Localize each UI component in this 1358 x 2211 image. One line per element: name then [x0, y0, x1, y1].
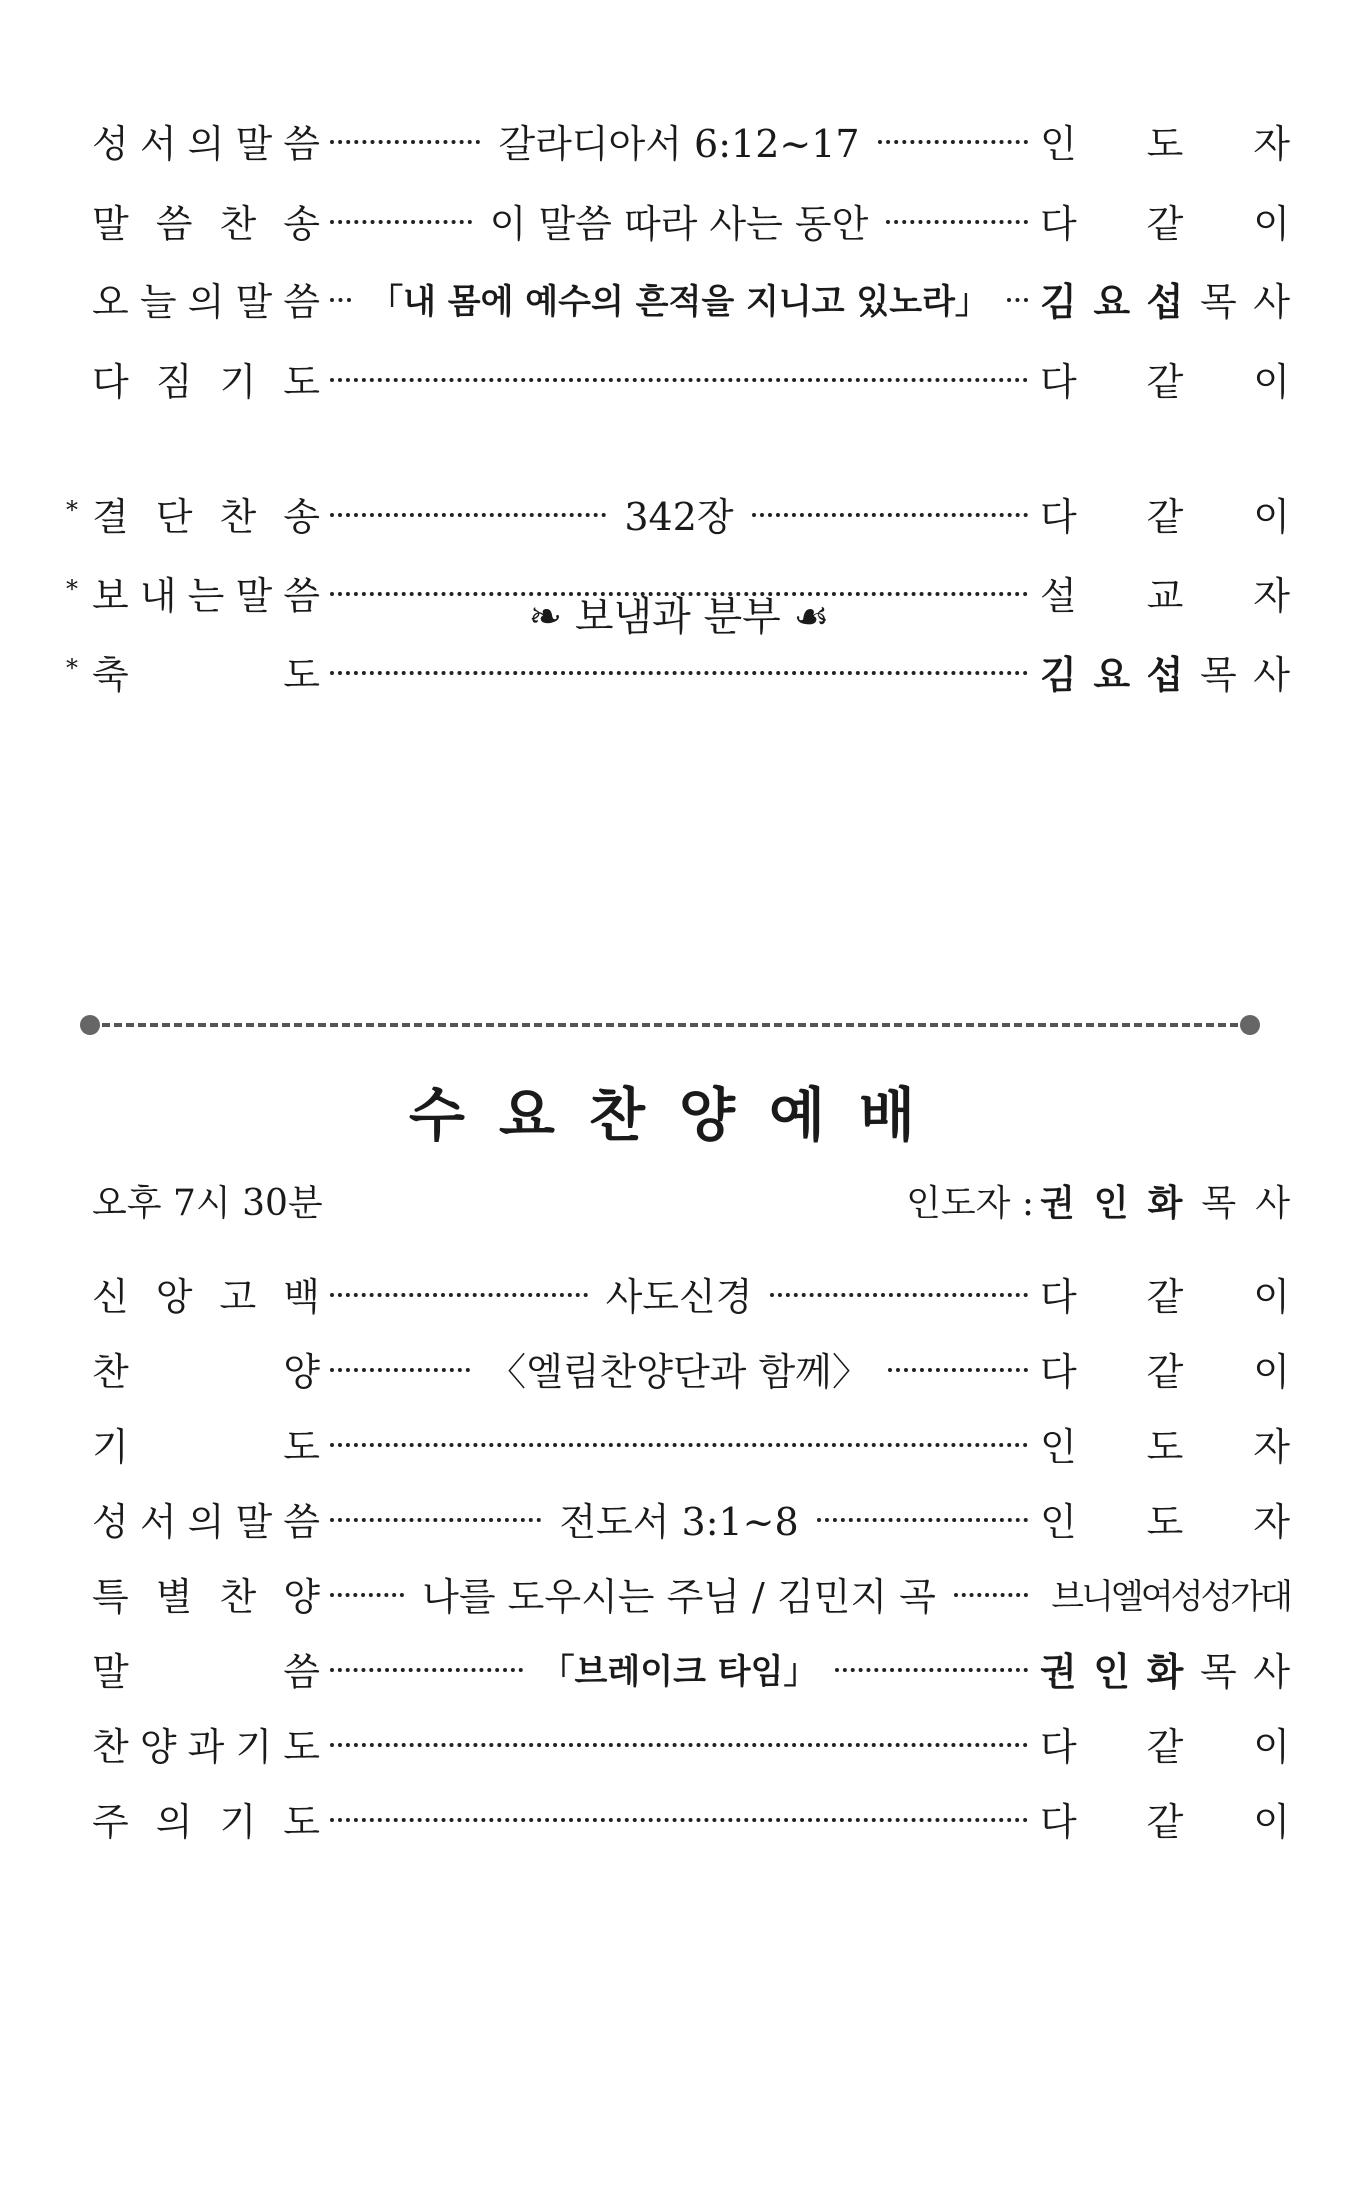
dot-leader — [330, 1258, 1028, 1328]
program-item — [70, 343, 1290, 413]
program-item — [70, 1783, 1290, 1853]
char: 이 — [1253, 494, 1290, 539]
char: 씀 — [155, 201, 193, 246]
program-item — [70, 1708, 1290, 1778]
char: 설 — [1040, 573, 1077, 618]
char: 말 — [235, 573, 273, 618]
char: 다 — [1040, 494, 1077, 539]
item-leader — [1040, 1341, 1290, 1396]
item-label — [70, 271, 320, 326]
char: 찬 — [92, 1349, 129, 1394]
char: 자 — [1253, 1424, 1290, 1469]
dots-right — [878, 140, 1028, 144]
char: 백 — [283, 1274, 320, 1319]
dots-left — [330, 1443, 1028, 1447]
char: 는 — [187, 573, 225, 618]
dots-left — [330, 298, 351, 302]
char: 늘 — [139, 279, 177, 324]
dot-leader — [330, 636, 1028, 706]
standing-mark: * — [66, 654, 78, 682]
dots-left — [330, 220, 472, 224]
char: 말 — [235, 1499, 273, 1544]
char: 브니엘여성성가대 — [1051, 1576, 1290, 1617]
char: 김 — [1040, 652, 1077, 697]
char: 다 — [1040, 1274, 1077, 1319]
char: 도 — [283, 1799, 320, 1844]
char: 이 — [1253, 1349, 1290, 1394]
dots-right — [886, 220, 1028, 224]
item-label — [70, 113, 320, 168]
char: 자 — [1253, 1499, 1290, 1544]
item-detail: 전도서 3:1~8 — [559, 1499, 799, 1544]
char: 다 — [1040, 201, 1077, 246]
char: 이 — [1253, 1724, 1290, 1769]
item-detail: 342장 — [624, 494, 734, 539]
char: 송 — [283, 494, 320, 539]
char: 주 — [92, 1799, 129, 1844]
dots-left — [330, 1518, 541, 1522]
char: 같 — [1146, 1274, 1184, 1319]
char: 인 — [1040, 121, 1077, 166]
dot-leader — [330, 1333, 1028, 1403]
char: 기 — [219, 359, 257, 404]
char: 찬 — [92, 1724, 129, 1769]
char: 고 — [219, 1274, 257, 1319]
item-leader — [1040, 271, 1290, 326]
item-label — [70, 1641, 320, 1696]
dots-left — [330, 1818, 1028, 1822]
dot-leader — [330, 1708, 1028, 1778]
dot-leader — [330, 263, 1028, 333]
char: 섭 — [1146, 652, 1184, 697]
char: 이 — [1253, 201, 1290, 246]
program-item — [70, 1483, 1290, 1553]
dots-right — [888, 1368, 1028, 1372]
ornament-right-icon: ☙ — [793, 594, 830, 640]
dot-leader — [330, 1558, 1028, 1628]
service-leader — [906, 1175, 1290, 1226]
dot-leader — [330, 1633, 1028, 1703]
item-leader — [1040, 1491, 1290, 1546]
char: 이 — [1253, 1274, 1290, 1319]
char: 목 — [1199, 1649, 1237, 1694]
dots-right — [1007, 298, 1028, 302]
char: 서 — [139, 1499, 177, 1544]
char: 찬 — [219, 1574, 257, 1619]
item-leader — [1040, 1416, 1290, 1471]
char: 다 — [92, 359, 129, 404]
char: 말 — [92, 201, 129, 246]
item-detail: 「브레이크 타임」 — [540, 1651, 818, 1692]
char: 씀 — [283, 1499, 320, 1544]
char: 인 — [1093, 1649, 1131, 1694]
standing-mark: * — [66, 496, 78, 524]
char: 씀 — [283, 573, 320, 618]
char: 요 — [1093, 652, 1131, 697]
item-leader — [1040, 1569, 1290, 1618]
item-label — [70, 1491, 320, 1546]
char: 도 — [1146, 1424, 1184, 1469]
program-item — [70, 1633, 1290, 1703]
item-leader — [1040, 193, 1290, 248]
char: 인 — [1040, 1499, 1077, 1544]
char: 의 — [187, 279, 225, 324]
dots-right — [752, 513, 1028, 517]
char: 찬 — [219, 494, 257, 539]
char: 다 — [1040, 1349, 1077, 1394]
char: 목 — [1199, 652, 1237, 697]
program-item — [70, 1558, 1290, 1628]
dot-leader — [330, 478, 1028, 548]
item-label — [70, 1566, 320, 1621]
item-label — [70, 1716, 320, 1771]
program-item — [70, 1333, 1290, 1403]
item-detail: 〈엘림찬양단과 함께〉 — [488, 1349, 870, 1394]
dot-leader — [330, 1408, 1028, 1478]
dot-leader — [330, 1783, 1028, 1853]
dots-left — [330, 1593, 404, 1597]
char: 씀 — [283, 1649, 320, 1694]
char: 사 — [1255, 1182, 1290, 1224]
char: 오 — [92, 279, 129, 324]
char: 기 — [219, 1799, 257, 1844]
char: 기 — [235, 1724, 273, 1769]
char: 신 — [92, 1274, 129, 1319]
char: 의 — [187, 1499, 225, 1544]
char: 특 — [92, 1574, 129, 1619]
item-label — [70, 644, 320, 699]
char: 섭 — [1146, 279, 1184, 324]
subheading-text: 보냄과 분부 — [574, 594, 781, 640]
item-label — [70, 193, 320, 248]
char: 내 — [139, 573, 177, 618]
item-detail: 사도신경 — [605, 1274, 753, 1319]
char: 도 — [1146, 1499, 1184, 1544]
char: 도 — [283, 359, 320, 404]
dots-left — [330, 1368, 470, 1372]
char: 씀 — [283, 279, 320, 324]
dot-leader — [330, 1483, 1028, 1553]
char: 송 — [283, 201, 320, 246]
section-subheading — [0, 585, 1358, 645]
dots-left — [330, 671, 1028, 675]
char: 성 — [92, 121, 129, 166]
leader-label: 인도자 : — [906, 1182, 1034, 1224]
item-label — [70, 486, 320, 541]
item-leader — [1040, 1716, 1290, 1771]
item-leader — [1040, 644, 1290, 699]
item-label — [70, 1341, 320, 1396]
char: 같 — [1146, 1349, 1184, 1394]
char: 의 — [155, 1799, 193, 1844]
program-item — [70, 263, 1290, 333]
char: 별 — [155, 1574, 193, 1619]
char: 찬 — [219, 201, 257, 246]
char: 요 — [1093, 279, 1131, 324]
char: 권 — [1040, 1182, 1075, 1224]
item-detail: 갈라디아서 6:12~17 — [498, 121, 860, 166]
char: 인 — [1093, 1182, 1129, 1224]
dots-left — [330, 513, 606, 517]
section-divider — [80, 1015, 1260, 1035]
program-item — [70, 185, 1290, 255]
char: 같 — [1146, 359, 1184, 404]
char: 도 — [283, 1424, 320, 1469]
char: 기 — [92, 1424, 129, 1469]
dots-right — [770, 1293, 1028, 1297]
char: 도 — [283, 652, 320, 697]
char: 짐 — [155, 359, 193, 404]
item-leader — [1040, 113, 1290, 168]
char: 화 — [1146, 1649, 1184, 1694]
char: 양 — [139, 1724, 177, 1769]
item-detail: 「내 몸에 예수의 흔적을 지니고 있노라」 — [369, 281, 989, 322]
dots-left — [330, 1743, 1028, 1747]
char: 목 — [1199, 279, 1237, 324]
char: 과 — [187, 1724, 225, 1769]
dot-leader — [330, 343, 1028, 413]
char: 같 — [1146, 1724, 1184, 1769]
char: 말 — [235, 279, 273, 324]
char: 김 — [1040, 279, 1077, 324]
char: 도 — [1146, 121, 1184, 166]
item-leader — [1040, 1791, 1290, 1846]
char: 자 — [1253, 121, 1290, 166]
char: 이 — [1253, 359, 1290, 404]
char: 보 — [92, 573, 129, 618]
dots-left — [330, 1293, 588, 1297]
char: 성 — [92, 1499, 129, 1544]
char: 사 — [1253, 652, 1290, 697]
item-detail: 나를 도우시는 주님 / 김민지 곡 — [422, 1574, 936, 1619]
item-leader — [1040, 486, 1290, 541]
standing-mark: * — [66, 575, 78, 603]
char: 말 — [92, 1649, 129, 1694]
char: 자 — [1253, 573, 1290, 618]
char: 앙 — [155, 1274, 193, 1319]
char: 교 — [1146, 573, 1184, 618]
char: 같 — [1146, 201, 1184, 246]
item-label — [70, 1266, 320, 1321]
char: 같 — [1146, 494, 1184, 539]
program-item — [66, 636, 1290, 706]
char: 다 — [1040, 1724, 1077, 1769]
program-item — [66, 478, 1290, 548]
char: 같 — [1146, 1799, 1184, 1844]
char: 양 — [283, 1349, 320, 1394]
service-time: 오후 7시 30분 — [92, 1182, 323, 1224]
char: 서 — [139, 121, 177, 166]
program-item — [70, 1258, 1290, 1328]
item-label — [70, 1416, 320, 1471]
program-item — [70, 1408, 1290, 1478]
char: 다 — [1040, 359, 1077, 404]
dot-leader — [330, 105, 1028, 175]
char: 이 — [1253, 1799, 1290, 1844]
char: 도 — [283, 1724, 320, 1769]
item-label — [70, 351, 320, 406]
char: 단 — [155, 494, 193, 539]
char: 화 — [1147, 1182, 1183, 1224]
dots-right — [835, 1668, 1028, 1672]
dot-leader — [330, 185, 1028, 255]
dots-left — [330, 140, 480, 144]
char: 사 — [1253, 279, 1290, 324]
dots-right — [817, 1518, 1028, 1522]
program-item — [70, 105, 1290, 175]
char: 축 — [92, 652, 129, 697]
char: 양 — [283, 1574, 320, 1619]
ornament-left-icon: ❧ — [528, 594, 563, 640]
item-leader — [1040, 1641, 1290, 1696]
item-detail: 이 말씀 따라 사는 동안 — [489, 201, 869, 246]
item-leader — [1040, 1266, 1290, 1321]
char: 인 — [1040, 1424, 1077, 1469]
char: 의 — [187, 121, 225, 166]
service-info — [92, 1170, 1290, 1230]
char: 씀 — [283, 121, 320, 166]
service-title: 수요찬양예배 — [408, 1081, 950, 1149]
dots-right — [954, 1593, 1028, 1597]
item-leader — [1040, 351, 1290, 406]
char: 결 — [92, 494, 129, 539]
char: 목 — [1201, 1182, 1237, 1224]
item-label — [70, 1791, 320, 1846]
dots-left — [330, 378, 1028, 382]
char: 권 — [1040, 1649, 1077, 1694]
dots-left — [330, 1668, 523, 1672]
char: 말 — [235, 121, 273, 166]
char: 사 — [1253, 1649, 1290, 1694]
leader-name — [1040, 1175, 1290, 1226]
char: 다 — [1040, 1799, 1077, 1844]
